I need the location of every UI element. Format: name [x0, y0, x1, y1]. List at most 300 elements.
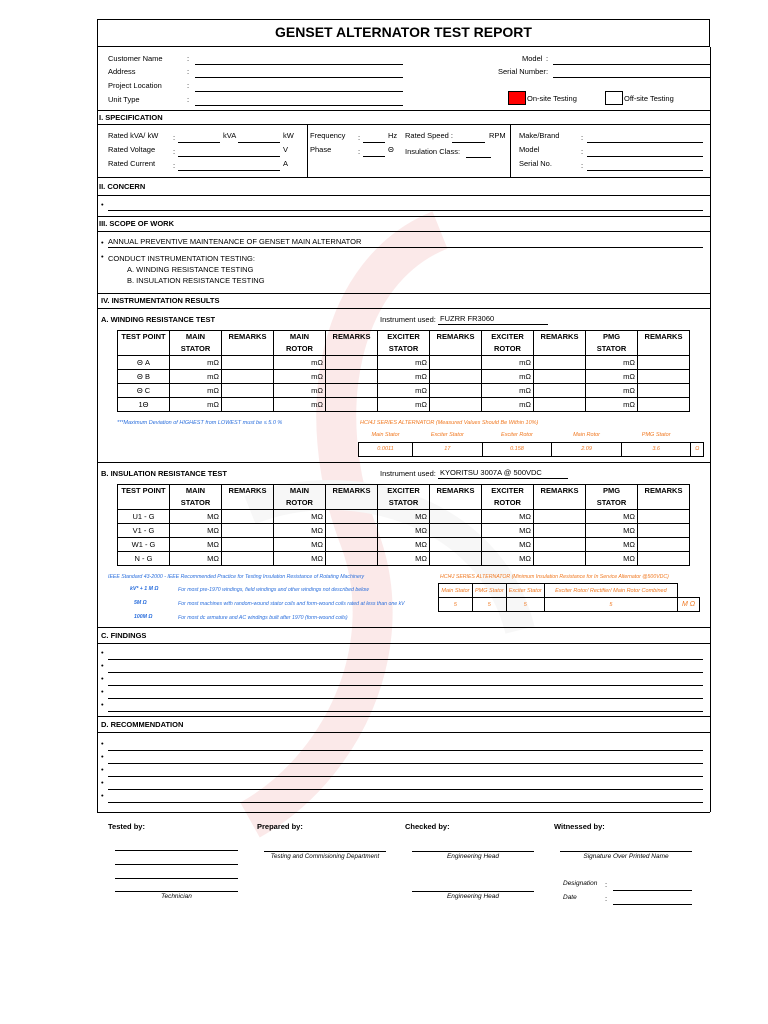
- th-label: REMARKS: [332, 486, 371, 495]
- onsite-checkbox[interactable]: [508, 91, 526, 105]
- value-cell[interactable]: [482, 370, 534, 384]
- scope-item-1: ANNUAL PREVENTIVE MAINTENANCE OF GENSET MAIN ALTERNATOR: [108, 237, 362, 246]
- divider: [97, 812, 710, 813]
- insulation-instrument-line: [438, 478, 568, 479]
- findings-line[interactable]: [108, 659, 703, 660]
- unit-label: MΩ: [207, 526, 219, 535]
- ref-unit: Ω: [691, 442, 704, 456]
- test-point-cell: Θ B: [118, 370, 170, 384]
- value-cell[interactable]: [378, 384, 430, 398]
- th-label: TEST POINT: [121, 486, 166, 495]
- concern-heading: II. CONCERN: [99, 182, 146, 191]
- checked-by-line[interactable]: [412, 851, 534, 852]
- findings-heading: C. FINDINGS: [101, 631, 147, 640]
- value-cell[interactable]: [170, 370, 222, 384]
- remarks-cell[interactable]: [326, 538, 378, 552]
- ref-header-row: [439, 584, 700, 598]
- th-label: STATOR: [180, 498, 211, 507]
- test-point-cell: U1 - G: [118, 510, 170, 524]
- th-label: REMARKS: [228, 332, 267, 341]
- rated-kva-label: Rated kVA/ kW: [108, 131, 159, 140]
- value-cell[interactable]: [586, 510, 638, 524]
- rated-voltage-label: Rated Voltage: [108, 145, 156, 154]
- winding-ref-title: HCI4J SERIES ALTERNATOR (Measured Values Should Be Within 10%): [360, 420, 539, 426]
- th-pmg-stator: [586, 485, 638, 510]
- remarks-cell[interactable]: [430, 552, 482, 566]
- unit-label: MΩ: [519, 512, 531, 521]
- offsite-checkbox[interactable]: [605, 91, 623, 105]
- value-cell[interactable]: [378, 510, 430, 524]
- value-cell[interactable]: [170, 510, 222, 524]
- ref-header: Exciter Stator: [506, 584, 544, 598]
- unit-label: MΩ: [311, 526, 323, 535]
- unit-label: mΩ: [207, 386, 219, 395]
- th-label: EXCITER: [387, 332, 420, 341]
- checked-by-line[interactable]: [412, 891, 534, 892]
- remarks-cell[interactable]: [534, 370, 586, 384]
- divider: [510, 124, 511, 177]
- value-cell[interactable]: [586, 524, 638, 538]
- ref-value: 0.0011: [359, 442, 413, 456]
- value-cell[interactable]: [170, 384, 222, 398]
- spec-model-label: Model: [519, 145, 540, 154]
- ref-spacer: [678, 584, 700, 598]
- remarks-cell[interactable]: [534, 384, 586, 398]
- divider: [97, 627, 710, 628]
- insulation-ref-table: [438, 583, 700, 612]
- make-brand-label: Make/Brand: [519, 131, 560, 140]
- std-key: 100M Ω: [134, 614, 153, 620]
- th-label: STATOR: [180, 344, 211, 353]
- value-cell[interactable]: [274, 370, 326, 384]
- remarks-cell[interactable]: [534, 538, 586, 552]
- insulation-instrument: KYORITSU 3007A @ 500VDC: [440, 468, 542, 477]
- ref-header: Exciter Rotor: [501, 431, 533, 438]
- th-test-point: [118, 331, 170, 356]
- unit-type-label: Unit Type: [108, 95, 140, 104]
- test-point-cell: V1 - G: [118, 524, 170, 538]
- ref-header: Main Rotor: [573, 431, 600, 438]
- remarks-cell[interactable]: [222, 538, 274, 552]
- results-heading: IV. INSTRUMENTATION RESULTS: [101, 296, 220, 305]
- colon: :: [581, 147, 584, 156]
- designation-label: Designation: [563, 880, 598, 887]
- std-desc: For most machines with random-wound stator coils and form-wound coils rated at less than one kV: [178, 601, 405, 607]
- tested-by-line[interactable]: [115, 864, 238, 865]
- divider: [97, 732, 710, 733]
- customer-name-label: Customer Name: [108, 54, 163, 63]
- rated-current-field[interactable]: [178, 170, 280, 171]
- colon: :: [581, 133, 584, 142]
- unit-label: mΩ: [519, 372, 531, 381]
- remarks-cell[interactable]: [430, 370, 482, 384]
- colon: :: [546, 67, 549, 76]
- remarks-cell[interactable]: [638, 398, 690, 412]
- remarks-cell[interactable]: [326, 510, 378, 524]
- unit-label: mΩ: [311, 386, 323, 395]
- address-label: Address: [108, 67, 136, 76]
- th-main-stator: [170, 485, 222, 510]
- remarks-cell[interactable]: [638, 524, 690, 538]
- remarks-cell[interactable]: [430, 510, 482, 524]
- insulation-class-label: Insulation Class:: [405, 147, 461, 156]
- right-border: [710, 47, 711, 812]
- findings-line[interactable]: [108, 685, 703, 686]
- concern-line[interactable]: [108, 210, 703, 211]
- prepared-by-line[interactable]: [264, 851, 386, 852]
- divider: [97, 643, 710, 644]
- offsite-label: Off-site Testing: [624, 94, 674, 103]
- ref-header: Exciter Stator: [430, 431, 464, 438]
- findings-bullet: •: [101, 687, 104, 696]
- remarks-cell[interactable]: [430, 524, 482, 538]
- unit-label: MΩ: [207, 540, 219, 549]
- th-label: EXCITER: [387, 486, 420, 495]
- remarks-cell[interactable]: [430, 384, 482, 398]
- rated-current-label: Rated Current: [108, 159, 156, 168]
- ref-header: Exciter Rotor/ Rectifier/ Main Rotor Combined: [544, 584, 677, 598]
- th-main-rotor: [274, 485, 326, 510]
- winding-table: [117, 330, 690, 412]
- remarks-cell[interactable]: [534, 356, 586, 370]
- value-cell[interactable]: [170, 398, 222, 412]
- divider: [307, 124, 308, 177]
- std-key: 5M Ω: [134, 600, 147, 606]
- ref-value: 5: [439, 598, 473, 612]
- frequency-label: Frequency: [310, 131, 346, 140]
- ref-spacer: [691, 428, 704, 442]
- value-cell[interactable]: [274, 398, 326, 412]
- value-cell[interactable]: [378, 552, 430, 566]
- recommendation-line[interactable]: [108, 750, 703, 751]
- unit-label: mΩ: [207, 400, 219, 409]
- value-cell[interactable]: [274, 510, 326, 524]
- frequency-field[interactable]: [363, 142, 385, 143]
- ref-header: PMG Stator: [472, 584, 506, 598]
- table-row: [118, 510, 690, 524]
- page-title: GENSET ALTERNATOR TEST REPORT: [275, 24, 532, 40]
- th-label: STATOR: [596, 498, 627, 507]
- value-cell[interactable]: [378, 538, 430, 552]
- th-label: STATOR: [388, 498, 419, 507]
- remarks-cell[interactable]: [326, 356, 378, 370]
- tested-by-line[interactable]: [115, 891, 238, 892]
- ref-value: 5: [506, 598, 544, 612]
- winding-instrument: FUZRR FR3060: [440, 314, 495, 323]
- remarks-cell[interactable]: [534, 524, 586, 538]
- scope-line: [108, 247, 703, 248]
- testing-dept-label: Testing and Commisioning Department: [270, 853, 380, 860]
- remarks-cell[interactable]: [222, 510, 274, 524]
- unit-label: mΩ: [207, 358, 219, 367]
- test-point-cell: N - G: [118, 552, 170, 566]
- rated-kva-field[interactable]: [178, 142, 220, 143]
- value-cell[interactable]: [170, 538, 222, 552]
- th-remarks: [638, 331, 690, 356]
- value-cell[interactable]: [274, 524, 326, 538]
- value-cell[interactable]: [586, 384, 638, 398]
- remarks-cell[interactable]: [222, 398, 274, 412]
- std-key: kV* + 1 M Ω: [130, 586, 159, 592]
- kva-unit: kVA: [223, 131, 237, 140]
- remarks-cell[interactable]: [430, 538, 482, 552]
- unit-label: mΩ: [311, 400, 323, 409]
- remarks-cell[interactable]: [326, 552, 378, 566]
- value-cell[interactable]: [482, 510, 534, 524]
- findings-bullet: •: [101, 661, 104, 670]
- table-row: [118, 552, 690, 566]
- value-cell[interactable]: [586, 552, 638, 566]
- th-label: REMARKS: [332, 332, 371, 341]
- th-label: REMARKS: [644, 332, 683, 341]
- unit-type-field[interactable]: [195, 105, 403, 106]
- std-desc: For most dc armature and AC windings built after 1970 (form-wound coils): [178, 615, 348, 621]
- scope-bullet: •: [101, 238, 104, 247]
- unit-label: MΩ: [415, 554, 427, 563]
- ref-value: 5: [544, 598, 677, 612]
- unit-label: MΩ: [623, 512, 635, 521]
- recommendation-bullet: •: [101, 778, 104, 787]
- th-label: EXCITER: [491, 486, 524, 495]
- remarks-cell[interactable]: [222, 384, 274, 398]
- value-cell[interactable]: [274, 552, 326, 566]
- value-cell[interactable]: [482, 384, 534, 398]
- table-row: [118, 384, 690, 398]
- findings-bullet: •: [101, 648, 104, 657]
- phase-symbol: Θ: [388, 145, 394, 154]
- phase-label: Phase: [310, 145, 332, 154]
- date-label: Date: [563, 894, 577, 901]
- value-cell[interactable]: [170, 356, 222, 370]
- table-row: [118, 524, 690, 538]
- remarks-cell[interactable]: [222, 524, 274, 538]
- scope-item-2a: A. WINDING RESISTANCE TESTING: [127, 265, 254, 274]
- value-cell[interactable]: [482, 538, 534, 552]
- table-row: [118, 370, 690, 384]
- witnessed-by-line[interactable]: [560, 851, 692, 852]
- value-cell[interactable]: [378, 356, 430, 370]
- unit-label: mΩ: [623, 386, 635, 395]
- unit-label: MΩ: [623, 554, 635, 563]
- th-exciter-rotor: [482, 485, 534, 510]
- value-cell[interactable]: [482, 524, 534, 538]
- colon: :: [187, 54, 190, 63]
- recommendation-line[interactable]: [108, 789, 703, 790]
- signature-name-label: Signature Over Printed Name: [583, 853, 669, 860]
- address-field[interactable]: [195, 77, 403, 78]
- colon: :: [358, 147, 361, 156]
- recommendation-line[interactable]: [108, 776, 703, 777]
- value-cell[interactable]: [274, 538, 326, 552]
- th-exciter-stator: [378, 331, 430, 356]
- th-label: MAIN: [289, 486, 310, 495]
- value-cell[interactable]: [482, 356, 534, 370]
- test-point-cell: W1 - G: [118, 538, 170, 552]
- remarks-cell[interactable]: [222, 552, 274, 566]
- remarks-cell[interactable]: [638, 538, 690, 552]
- unit-label: mΩ: [311, 358, 323, 367]
- serial-number-field[interactable]: [553, 77, 710, 78]
- findings-line[interactable]: [108, 672, 703, 673]
- tested-by-line[interactable]: [115, 850, 238, 851]
- ref-value: 3.6: [621, 442, 691, 456]
- rated-voltage-field[interactable]: [178, 156, 280, 157]
- th-label: MAIN: [185, 332, 206, 341]
- th-remarks: [534, 485, 586, 510]
- spec-model-field[interactable]: [587, 156, 703, 157]
- findings-line[interactable]: [108, 698, 703, 699]
- remarks-cell[interactable]: [430, 356, 482, 370]
- remarks-cell[interactable]: [638, 510, 690, 524]
- unit-label: mΩ: [519, 400, 531, 409]
- recommendation-line[interactable]: [108, 802, 703, 803]
- value-cell[interactable]: [170, 524, 222, 538]
- remarks-cell[interactable]: [638, 552, 690, 566]
- unit-label: MΩ: [623, 540, 635, 549]
- remarks-cell[interactable]: [222, 370, 274, 384]
- th-label: STATOR: [388, 344, 419, 353]
- value-cell[interactable]: [378, 398, 430, 412]
- witnessed-by-label: Witnessed by:: [554, 822, 605, 831]
- remarks-cell[interactable]: [638, 356, 690, 370]
- th-main-stator: [170, 331, 222, 356]
- remarks-cell[interactable]: [638, 384, 690, 398]
- recommendation-heading: D. RECOMMENDATION: [101, 720, 184, 729]
- value-cell[interactable]: [378, 524, 430, 538]
- unit-label: MΩ: [623, 526, 635, 535]
- project-location-label: Project Location: [108, 81, 162, 90]
- concern-bullet: •: [101, 200, 104, 209]
- th-test-point: [118, 485, 170, 510]
- colon: :: [187, 95, 190, 104]
- remarks-cell[interactable]: [534, 398, 586, 412]
- colon: :: [358, 133, 361, 142]
- unit-label: MΩ: [311, 540, 323, 549]
- specification-heading: I. SPECIFICATION: [99, 113, 163, 122]
- rated-speed-field[interactable]: [452, 142, 485, 143]
- ref-header: Main Stator: [439, 584, 473, 598]
- unit-label: MΩ: [519, 526, 531, 535]
- scope-heading: III. SCOPE OF WORK: [99, 219, 175, 228]
- remarks-cell[interactable]: [534, 510, 586, 524]
- colon: :: [187, 67, 190, 76]
- th-label: REMARKS: [644, 486, 683, 495]
- value-cell[interactable]: [274, 356, 326, 370]
- insulation-class-field[interactable]: [466, 157, 491, 158]
- colon: :: [581, 161, 584, 170]
- unit-label: mΩ: [415, 372, 427, 381]
- unit-label: MΩ: [311, 554, 323, 563]
- remarks-cell[interactable]: [222, 356, 274, 370]
- a-unit: A: [283, 159, 289, 168]
- winding-instrument-line: [438, 324, 548, 325]
- divider: [97, 195, 710, 196]
- checked-by-label: Checked by:: [405, 822, 450, 831]
- prepared-by-label: Prepared by:: [257, 822, 303, 831]
- serial-number-label: Serial Number: [498, 67, 546, 76]
- value-cell[interactable]: [586, 398, 638, 412]
- remarks-cell[interactable]: [534, 552, 586, 566]
- insulation-instrument-label: Instrument used:: [380, 469, 436, 478]
- serial-no-field[interactable]: [587, 170, 703, 171]
- th-label: REMARKS: [228, 486, 267, 495]
- test-point-cell: 1Θ: [118, 398, 170, 412]
- customer-name-field[interactable]: [195, 64, 403, 65]
- table-row: [118, 398, 690, 412]
- value-cell[interactable]: [586, 370, 638, 384]
- divider: [97, 293, 710, 294]
- findings-bullet: •: [101, 700, 104, 709]
- value-cell[interactable]: [274, 384, 326, 398]
- th-label: STATOR: [596, 344, 627, 353]
- value-cell[interactable]: [170, 552, 222, 566]
- th-main-rotor: [274, 331, 326, 356]
- value-cell[interactable]: [586, 538, 638, 552]
- divider: [97, 110, 710, 111]
- project-location-field[interactable]: [195, 91, 403, 92]
- phase-field[interactable]: [363, 156, 385, 157]
- th-exciter-rotor: [482, 331, 534, 356]
- ref-value: 2.09: [552, 442, 622, 456]
- divider: [97, 177, 710, 178]
- designation-field[interactable]: [613, 890, 692, 891]
- th-remarks: [222, 331, 274, 356]
- th-remarks: [326, 485, 378, 510]
- th-remarks: [534, 331, 586, 356]
- remarks-cell[interactable]: [326, 370, 378, 384]
- value-cell[interactable]: [482, 398, 534, 412]
- rated-speed-label: Rated Speed :: [405, 131, 453, 140]
- ref-unit: M Ω: [678, 598, 700, 612]
- make-brand-field[interactable]: [587, 142, 703, 143]
- scope-item-2: CONDUCT INSTRUMENTATION TESTING:: [108, 254, 255, 263]
- remarks-cell[interactable]: [430, 398, 482, 412]
- value-cell[interactable]: [482, 552, 534, 566]
- recommendation-line[interactable]: [108, 763, 703, 764]
- engineering-head-label: Engineering Head: [446, 853, 500, 860]
- winding-heading: A. WINDING RESISTANCE TEST: [101, 315, 216, 324]
- ref-value-row: [359, 442, 704, 456]
- value-cell[interactable]: [586, 356, 638, 370]
- model-label: Model: [522, 54, 543, 63]
- th-pmg-stator: [586, 331, 638, 356]
- recommendation-bullet: •: [101, 791, 104, 800]
- recommendation-bullet: •: [101, 739, 104, 748]
- findings-line[interactable]: [108, 711, 703, 712]
- unit-label: mΩ: [311, 372, 323, 381]
- remarks-cell[interactable]: [638, 370, 690, 384]
- model-field[interactable]: [553, 64, 710, 65]
- winding-instrument-label: Instrument used:: [380, 315, 436, 324]
- th-label: ROTOR: [494, 344, 521, 353]
- recommendation-bullet: •: [101, 752, 104, 761]
- colon: :: [605, 894, 608, 903]
- remarks-cell[interactable]: [326, 398, 378, 412]
- tested-by-line[interactable]: [115, 878, 238, 879]
- rated-kw-field[interactable]: [238, 142, 280, 143]
- th-label: PMG: [602, 332, 621, 341]
- colon: :: [173, 133, 176, 142]
- th-label: ROTOR: [286, 344, 313, 353]
- std-desc: For most pre-1970 windings, field windings and other windings not described below: [178, 587, 369, 593]
- th-label: MAIN: [185, 486, 206, 495]
- remarks-cell[interactable]: [326, 384, 378, 398]
- date-field[interactable]: [613, 904, 692, 905]
- unit-label: MΩ: [311, 512, 323, 521]
- value-cell[interactable]: [378, 370, 430, 384]
- unit-label: mΩ: [415, 386, 427, 395]
- remarks-cell[interactable]: [326, 524, 378, 538]
